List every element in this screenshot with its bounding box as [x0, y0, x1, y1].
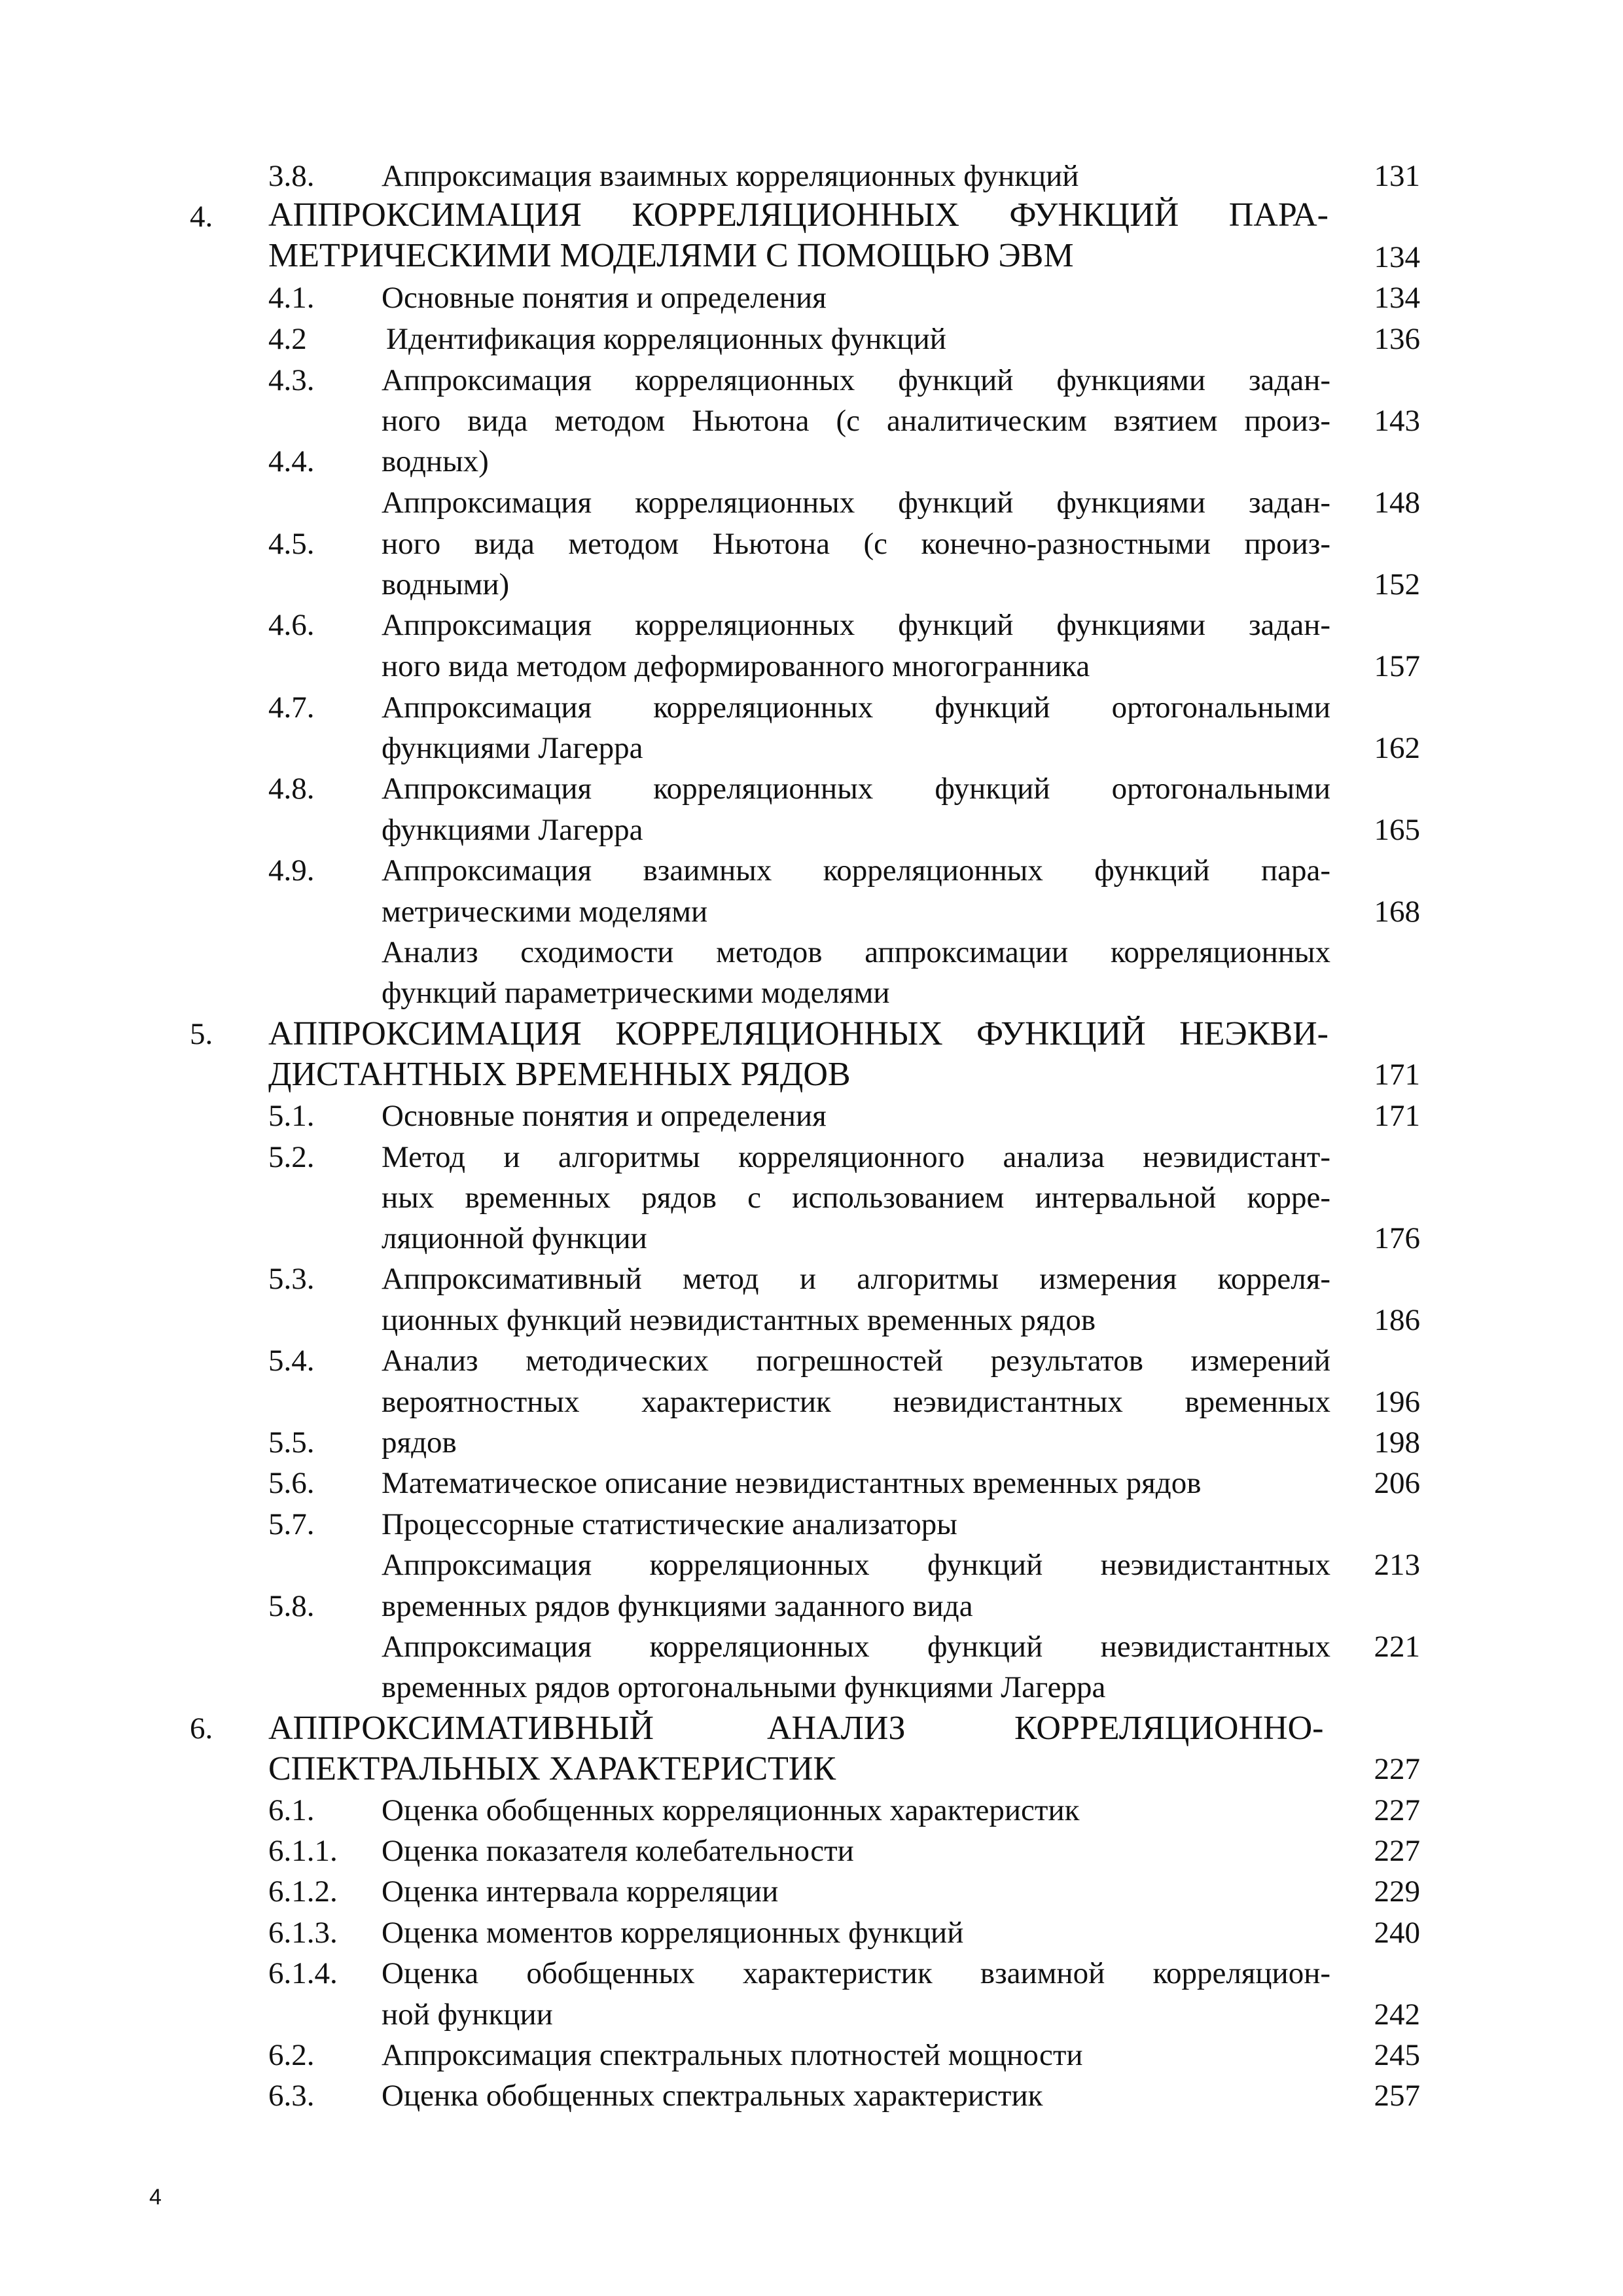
toc-page-number: 242: [1374, 1998, 1420, 2032]
toc-entry-title: временных рядов функциями заданного вида: [382, 1589, 973, 1623]
toc-page-number: 206: [1374, 1466, 1420, 1500]
toc-page-number: 134: [1374, 281, 1420, 315]
toc-entry-title: функций параметрическими моделями: [382, 976, 890, 1010]
toc-entry-title: Оценка обобщенных спектральных характеристик: [382, 2079, 1043, 2113]
toc-page-number: 229: [1374, 1874, 1420, 1909]
toc-entry-title: Аппроксимация корреляционных функций функциями задан-: [382, 486, 1330, 520]
toc-page-number: 227: [1374, 1834, 1420, 1868]
toc-entry-title: Аппроксимация взаимных корреляционных функций: [382, 159, 1079, 193]
toc-number: 4.2: [268, 322, 307, 356]
toc-entry-title: Аппроксимация спектральных плотностей мощности: [382, 2038, 1083, 2072]
toc-number: 6.2.: [268, 2038, 315, 2072]
toc-page-number: 245: [1374, 2038, 1420, 2072]
toc-page-number: 240: [1374, 1916, 1420, 1950]
toc-page-number: 131: [1374, 159, 1420, 193]
toc-entry-title: временных рядов ортогональными функциями Лагерра: [382, 1670, 1106, 1704]
toc-number: 6.1.4.: [268, 1956, 338, 1990]
toc-entry-title: Аппроксимация корреляционных функций ортогональными: [382, 691, 1330, 725]
toc-number: 5.5.: [268, 1426, 315, 1460]
toc-page-number: 227: [1374, 1752, 1420, 1786]
toc-page-number: 165: [1374, 813, 1420, 847]
toc-number: 5.4.: [268, 1344, 315, 1378]
toc-number: 5.7.: [268, 1507, 315, 1541]
toc-entry-title: ного вида методом Ньютона (с аналитическим взятием произ-: [382, 404, 1330, 438]
toc-number: 6.1.2.: [268, 1874, 338, 1909]
toc-number: 4.3.: [268, 363, 315, 397]
toc-entry-title: Математическое описание неэвидистантных временных рядов: [382, 1466, 1202, 1500]
toc-page-number: 171: [1374, 1058, 1420, 1092]
toc-page-number: 171: [1374, 1099, 1420, 1133]
toc-number: 5.8.: [268, 1589, 315, 1623]
toc-number: 5.3.: [268, 1262, 315, 1296]
toc-chapter-number: 5.: [190, 1017, 213, 1051]
toc-entry-title: Аппроксимация корреляционных функций неэвидистантных: [382, 1630, 1330, 1664]
toc-number: 5.1.: [268, 1099, 315, 1133]
toc-entry-title: Аппроксимация взаимных корреляционных функций пара-: [382, 853, 1330, 888]
toc-entry-title: Аппроксимация корреляционных функций функциями задан-: [382, 608, 1330, 642]
toc-entry-title: Анализ сходимости методов аппроксимации корреляционных: [382, 935, 1330, 969]
toc-page-number: 143: [1374, 404, 1420, 438]
toc-entry-title: Оценка обобщенных корреляционных характеристик: [382, 1793, 1080, 1827]
toc-chapter-title: ДИСТАНТНЫХ ВРЕМЕННЫХ РЯДОВ: [268, 1056, 851, 1093]
toc-page-number: 134: [1374, 240, 1420, 274]
toc-number: 5.6.: [268, 1466, 315, 1500]
toc-number: 6.1.1.: [268, 1834, 338, 1868]
toc-page-number: 136: [1374, 322, 1420, 356]
toc-number: 6.1.: [268, 1793, 315, 1827]
toc-page-number: 157: [1374, 649, 1420, 683]
toc-page-number: 196: [1374, 1385, 1420, 1419]
toc-entry-title: Основные понятия и определения: [382, 281, 827, 315]
toc-entry-title: водными): [382, 567, 510, 601]
toc-chapter-title: КОРРЕЛЯЦИОННО-: [1014, 1710, 1324, 1747]
toc-page-number: 186: [1374, 1303, 1420, 1337]
toc-entry-title: ной функции: [382, 1998, 553, 2032]
toc-number: 4.9.: [268, 853, 315, 888]
toc-entry-title: водных): [382, 444, 489, 478]
toc-entry-title: вероятностных характеристик неэвидистантных временных: [382, 1385, 1330, 1419]
toc-page-number: 257: [1374, 2079, 1420, 2113]
toc-number: 4.6.: [268, 608, 315, 642]
toc-entry-title: ного вида методом Ньютона (с конечно-разностными произ-: [382, 527, 1330, 561]
toc-entry-title: Аппроксимация корреляционных функций ортогональными: [382, 772, 1330, 806]
toc-number: 6.3.: [268, 2079, 315, 2113]
toc-entry-title: метрическими моделями: [382, 895, 708, 929]
toc-page-number: 227: [1374, 1793, 1420, 1827]
toc-number: 4.5.: [268, 527, 315, 561]
toc-entry-title: Идентификация корреляционных функций: [386, 322, 946, 356]
toc-entry-title: Анализ методических погрешностей результатов измерений: [382, 1344, 1330, 1378]
toc-page-number: 162: [1374, 731, 1420, 765]
toc-chapter-number: 4.: [190, 200, 213, 234]
toc-entry-title: Оценка интервала корреляции: [382, 1874, 779, 1909]
toc-entry-title: ляционной функции: [382, 1221, 647, 1255]
toc-page-number: 198: [1374, 1426, 1420, 1460]
toc-number: 3.8.: [268, 159, 315, 193]
toc-number: 5.2.: [268, 1140, 315, 1174]
toc-page-number: 168: [1374, 895, 1420, 929]
toc-chapter-title: АППРОКСИМАТИВНЫЙ: [268, 1710, 654, 1747]
toc-entry-title: Основные понятия и определения: [382, 1099, 827, 1133]
toc-chapter-title: АНАЛИЗ: [767, 1710, 906, 1747]
toc-chapter-title: АППРОКСИМАЦИЯ КОРРЕЛЯЦИОННЫХ ФУНКЦИЙ НЕЭКВИ-: [268, 1015, 1329, 1052]
toc-entry-title: ционных функций неэвидистантных временных рядов: [382, 1303, 1096, 1337]
page-number: 4: [149, 2185, 162, 2210]
toc-number: 4.7.: [268, 691, 315, 725]
toc-entry-title: функциями Лагерра: [382, 731, 643, 765]
toc-entry-title: Оценка обобщенных характеристик взаимной корреляцион-: [382, 1956, 1330, 1990]
toc-chapter-title: АППРОКСИМАЦИЯ КОРРЕЛЯЦИОННЫХ ФУНКЦИЙ ПАРА-: [268, 196, 1329, 234]
toc-number: 4.1.: [268, 281, 315, 315]
toc-page-number: 148: [1374, 486, 1420, 520]
toc-entry-title: Аппроксимация корреляционных функций функциями задан-: [382, 363, 1330, 397]
toc-entry-title: Оценка показателя колебательности: [382, 1834, 854, 1868]
toc-page-number: 152: [1374, 567, 1420, 601]
toc-chapter-title: СПЕКТРАЛЬНЫХ ХАРАКТЕРИСТИК: [268, 1750, 836, 1787]
toc-entry-title: Аппроксимация корреляционных функций неэвидистантных: [382, 1548, 1330, 1582]
toc-page-number: 176: [1374, 1221, 1420, 1255]
toc-entry-title: ных временных рядов с использованием интервальной корре-: [382, 1181, 1330, 1215]
toc-entry-title: Оценка моментов корреляционных функций: [382, 1916, 964, 1950]
toc-entry-title: Метод и алгоритмы корреляционного анализа неэвидистант-: [382, 1140, 1330, 1174]
toc-entry-title: Аппроксимативный метод и алгоритмы измерения корреля-: [382, 1262, 1330, 1296]
toc-page-number: 221: [1374, 1630, 1420, 1664]
toc-entry-title: функциями Лагерра: [382, 813, 643, 847]
toc-entry-title: рядов: [382, 1426, 457, 1460]
toc-chapter-title: МЕТРИЧЕСКИМИ МОДЕЛЯМИ С ПОМОЩЬЮ ЭВМ: [268, 237, 1074, 274]
toc-entry-title: ного вида методом деформированного многогранника: [382, 649, 1090, 683]
toc-chapter-number: 6.: [190, 1712, 213, 1746]
toc-number: 6.1.3.: [268, 1916, 338, 1950]
toc-number: 4.8.: [268, 772, 315, 806]
toc-page-number: 213: [1374, 1548, 1420, 1582]
toc-number: 4.4.: [268, 444, 315, 478]
toc-entry-title: Процессорные статистические анализаторы: [382, 1507, 957, 1541]
